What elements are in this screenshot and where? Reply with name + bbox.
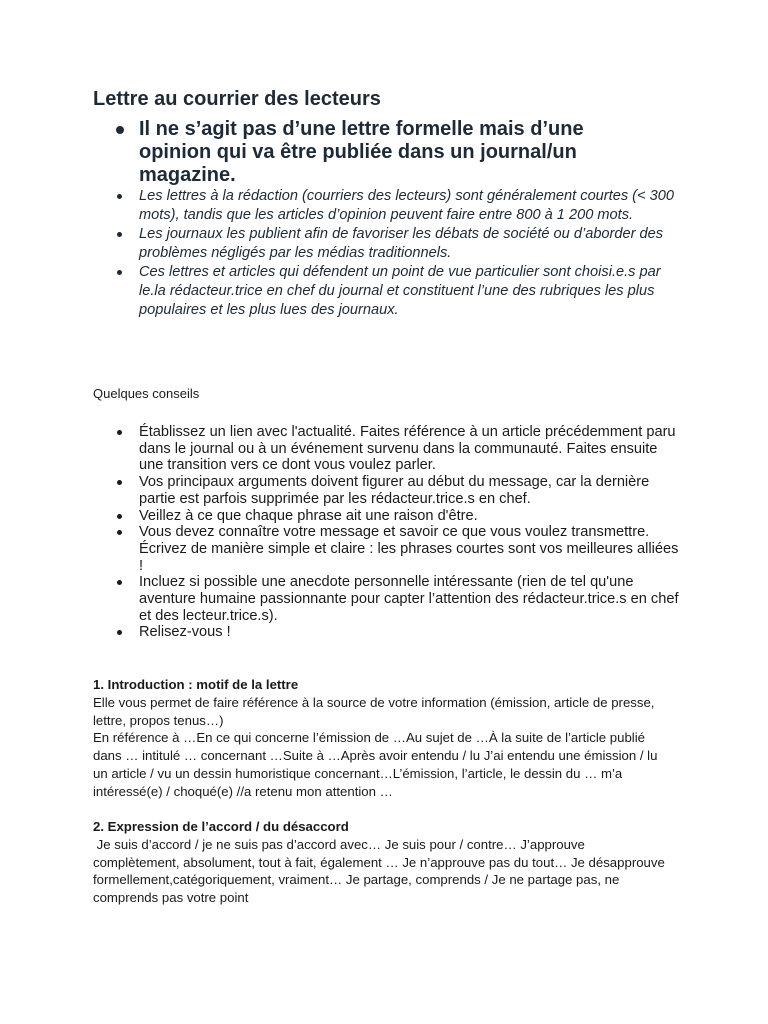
- bullet-icon: [116, 126, 124, 134]
- bullet-icon: [117, 270, 122, 275]
- bullet-icon: [117, 530, 122, 535]
- bullet-icon: [117, 430, 122, 435]
- tip-text: Incluez si possible une anecdote personnelle intéressante (rien de tel qu'une aventure humaine passionnante pour capter l’attention des rédacteur.trice.s en chef et des lecteur.trice.s).: [139, 574, 679, 624]
- main-point-item: [93, 118, 653, 187]
- section-heading: 2. Expression de l’accord / du désaccord: [93, 819, 349, 834]
- document-title: Lettre au courrier des lecteurs: [93, 88, 381, 110]
- sub-point-item: [93, 187, 683, 225]
- tip-item: [93, 474, 683, 507]
- sub-point-text: Les journaux les publient afin de favoriser les débats de société ou d’aborder des problèmes négligés par les médias traditionnels.: [139, 226, 664, 261]
- sub-point-text: Les lettres à la rédaction (courriers des lecteurs) sont généralement courtes (< 300 mots), tandis que les articles d’opinion peuvent faire entre 800 à 1 200 mots.: [139, 188, 674, 223]
- bullet-icon: [117, 630, 122, 635]
- bullet-icon: [117, 580, 122, 585]
- tip-text: Relisez-vous !: [139, 624, 231, 641]
- tips-list: [93, 424, 683, 641]
- section-paragraph: Je suis d’accord / je ne suis pas d’accord avec… Je suis pour / contre… J’approuve complètement, absolument, tout à fait, également … Je n’approuve pas du tout… Je désapprouve formellement,catégoriquement, vraiment… Je partage, comprends / Je ne partage pas, ne comprends pas votre point: [93, 836, 669, 906]
- bullet-icon: [117, 514, 122, 519]
- tip-text: Vous devez connaître votre message et savoir ce que vous voulez transmettre. Écrivez de manière simple et claire : les phrases courtes sont vos meilleures alliées !: [139, 524, 679, 574]
- conseils-heading: Quelques conseils: [93, 386, 200, 401]
- tip-item: [93, 424, 683, 474]
- main-points-list: [93, 118, 653, 187]
- bullet-icon: [117, 480, 122, 485]
- main-point-text: Il ne s’agit pas d’une lettre formelle mais d’une opinion qui va être publiée dans un journal/un magazine.: [139, 118, 584, 186]
- sub-point-item: [93, 225, 683, 263]
- bullet-icon: [117, 232, 122, 237]
- tip-text: Établissez un lien avec l'actualité. Faites référence à un article précédemment paru dans le journal ou à un événement survenu dans la communauté. Faites ensuite une transition vers ce dont vous voulez parler.: [139, 424, 676, 474]
- tip-item: [93, 508, 683, 525]
- bullet-icon: [117, 194, 122, 199]
- tip-text: Veillez à ce que chaque phrase ait une raison d'être.: [139, 507, 478, 524]
- tip-item: [93, 524, 683, 574]
- sub-points-list: [93, 187, 683, 320]
- section-heading: 1. Introduction : motif de la lettre: [93, 677, 299, 692]
- tip-item: [93, 624, 683, 641]
- sub-point-item: [93, 263, 683, 320]
- section-paragraph: En référence à …En ce qui concerne l’émission de …Au sujet de …À la suite de l’article publié dans … intitulé … concernant …Suite à …Après avoir entendu / lu J’ai entendu une émission / lu un article / vu un dessin humoristique concernant…L’émission, l’article, le dessin du … m’a intéressé(e) / choqué(e) //a retenu mon attention …: [93, 730, 658, 799]
- tip-text: Vos principaux arguments doivent figurer au début du message, car la dernière partie est parfois supprimée par les rédacteur.trice.s en chef.: [139, 474, 650, 507]
- sub-point-text: Ces lettres et articles qui défendent un point de vue particulier sont choisi.e.s par le.la rédacteur.trice en chef du journal et constituent l’une des rubriques les plus populaires et les plus lues des journaux.: [139, 264, 661, 318]
- section-paragraph: Elle vous permet de faire référence à la source de votre information (émission, article de presse, lettre, propos tenus…): [93, 694, 655, 728]
- section-introduction: [93, 676, 673, 801]
- tip-item: [93, 574, 683, 624]
- section-accord: [93, 818, 673, 907]
